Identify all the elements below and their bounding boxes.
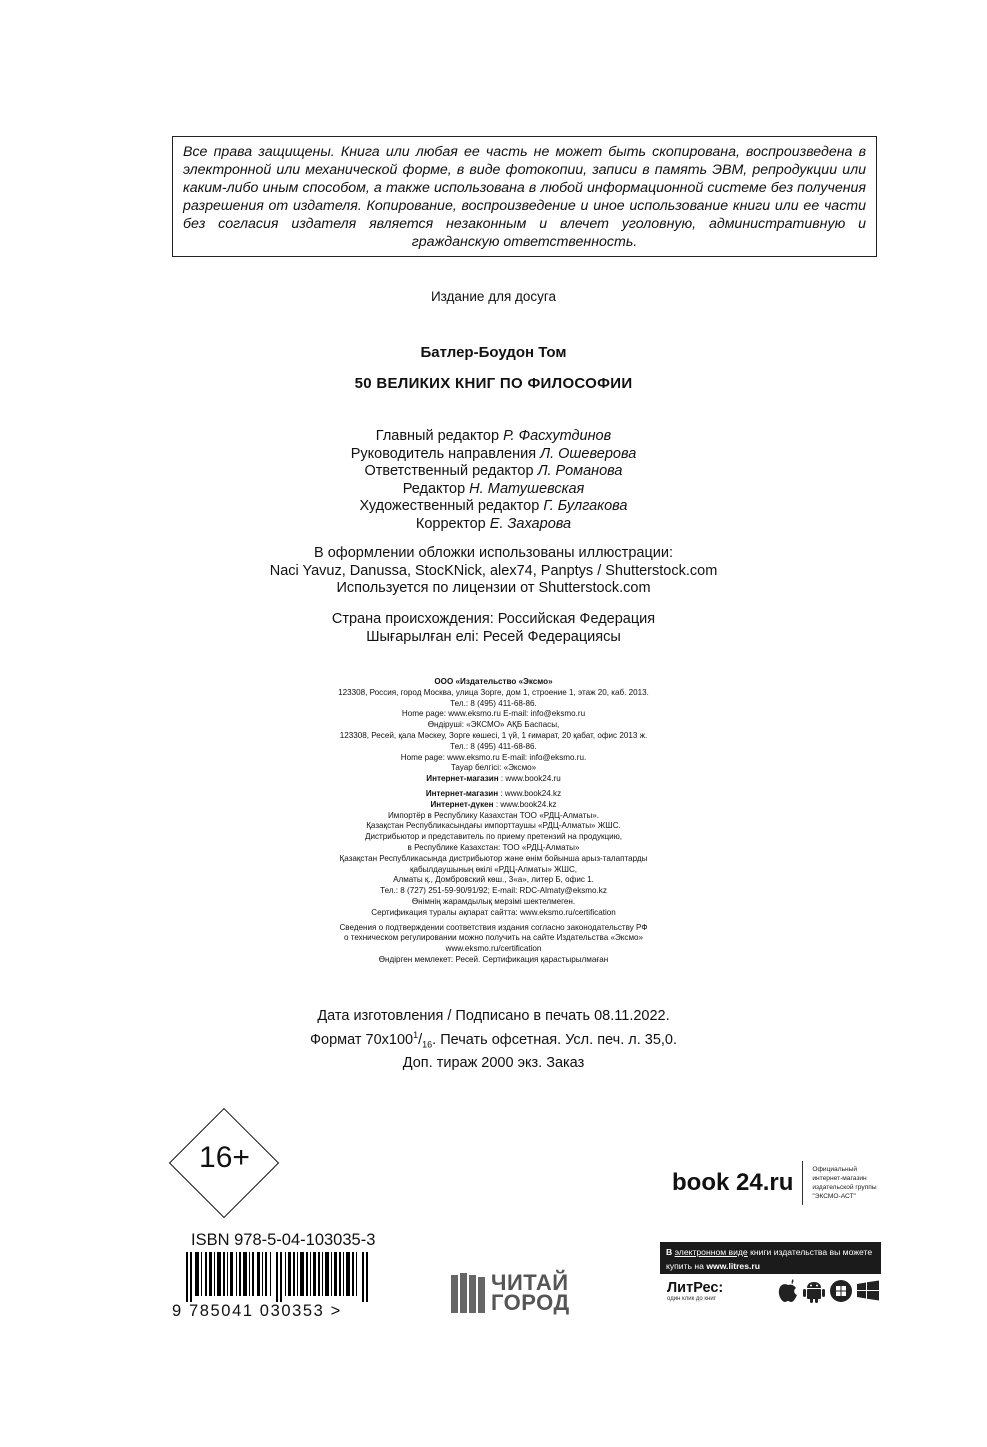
print-run: Доп. тираж 2000 экз. Заказ xyxy=(402,1054,585,1071)
publisher-imprint xyxy=(0,677,987,966)
format-slash: / xyxy=(418,1031,423,1048)
online-shop-kz-kazakh xyxy=(0,800,987,811)
book24-desc-line: "ЭКСМО-АСТ" xyxy=(812,1193,856,1200)
imprint-line: 123308, Россия, город Москва, улица Зорге, дом 1, строение 1, этаж 20, каб. 2013. xyxy=(338,687,649,697)
imprint-line: Home page: www.eksmo.ru E-mail: info@eksmo.ru. xyxy=(400,752,587,762)
imprint-line: қабылдаушының өкілі «РДЦ-Алматы» ЖШС, xyxy=(409,864,578,874)
shop-label: Интернет-магазин xyxy=(425,788,499,798)
book24-logo xyxy=(672,1161,877,1205)
staff-role: Руководитель направления xyxy=(350,445,537,462)
staff-role: Ответственный редактор xyxy=(364,463,534,480)
staff-role: Корректор xyxy=(415,515,486,532)
imprint-line: 123308, Ресей, қала Мәскеу, Зорге көшесі, 1 үй, 1 ғимарат, 20 қабат, офис 2013 ж. xyxy=(339,730,648,740)
print-format xyxy=(0,1026,987,1054)
staff-name: Е. Захарова xyxy=(489,515,572,532)
imprint-line: о техническом регулировании можно получить на сайте Издательства «Эксмо» xyxy=(343,933,644,943)
country-line: Шығарылған елі: Ресей Федерациясы xyxy=(366,629,621,645)
platform-icons xyxy=(777,1279,879,1303)
chitai-gorod-books-icon xyxy=(451,1273,485,1313)
imprint-line: www.eksmo.ru/certification xyxy=(445,944,542,954)
litres-slogan: один клик до книг xyxy=(667,1296,716,1302)
litres-banner xyxy=(660,1242,881,1274)
litres-url: www.litres.ru xyxy=(706,1261,760,1271)
book-title: 50 ВЕЛИКИХ КНИГ ПО ФИЛОСОФИИ xyxy=(354,375,633,392)
format-denominator: 16 xyxy=(422,1039,433,1050)
imprint-line: Өндірген мемлекет: Ресей. Сертификация қарастырылмаған xyxy=(378,954,609,964)
staff-row xyxy=(0,463,987,481)
litres-banner-b: В xyxy=(666,1247,673,1257)
barcode-icon xyxy=(186,1252,376,1302)
publisher-name: ООО «Издательство «Эксмо» xyxy=(434,677,553,686)
chitai-gorod-logo xyxy=(451,1270,570,1315)
windows-phone-icon xyxy=(829,1279,853,1303)
windows-icon xyxy=(857,1279,879,1303)
book24-wordmark: book 24.ru xyxy=(672,1169,794,1196)
imprint-line: в Республике Казахстан: ТОО «РДЦ-Алматы» xyxy=(407,842,580,852)
imprint-line: Алматы қ., Домбровский көш., 3«а», литер Б, офис 1. xyxy=(393,875,594,885)
online-shop-kz xyxy=(0,789,987,800)
imprint-line: Home page: www.eksmo.ru E-mail: info@eksmo.ru xyxy=(401,709,586,719)
country-of-origin xyxy=(0,610,987,646)
staff-row xyxy=(0,516,987,534)
online-shop-ru xyxy=(0,774,987,785)
litres-name: ЛитРес: xyxy=(667,1280,724,1296)
litres-banner-rest: книги издательства вы можете xyxy=(747,1247,873,1257)
staff-name: Л. Романова xyxy=(537,463,623,480)
imprint-line: Дистрибьютор и представитель по приему претензий на продукцию, xyxy=(364,832,623,842)
divider xyxy=(802,1161,803,1205)
author-name: Батлер-Боудон Том xyxy=(420,344,567,361)
imprint-line: Сведения о подтверждении соответствия издания согласно законодательству РФ xyxy=(339,922,648,932)
shop-label: Интернет-магазин xyxy=(426,774,499,784)
imprint-line: Тауар белгісі: «Эксмо» xyxy=(450,763,537,773)
country-line: Страна происхождения: Российская Федерация xyxy=(331,611,656,627)
litres-banner-prefix: купить на xyxy=(666,1261,707,1271)
print-date: Дата изготовления / Подписано в печать 08.11.2022. xyxy=(317,1008,670,1024)
illustration-line: В оформлении обложки использованы иллюстрации: xyxy=(314,545,673,561)
staff-row xyxy=(0,446,987,464)
staff-role: Художественный редактор xyxy=(359,498,540,515)
litres-banner-underline: электронном виде xyxy=(674,1247,748,1257)
imprint-line: Тел.: 8 (495) 411-68-86. xyxy=(450,698,537,708)
illustration-credits xyxy=(0,545,987,598)
book24-desc-line: интернет-магазин xyxy=(812,1175,867,1182)
production-info xyxy=(0,1007,987,1072)
format-suffix: . Печать офсетная. Усл. печ. л. 35,0. xyxy=(432,1031,678,1048)
age-rating: 16+ xyxy=(199,1141,250,1174)
android-icon xyxy=(803,1279,825,1303)
imprint-line: Өнімнің жарамдылық мерзімі шектелмеген. xyxy=(411,896,576,906)
staff-name: Г. Булгакова xyxy=(543,498,628,515)
apple-icon xyxy=(777,1279,799,1303)
editorial-staff xyxy=(0,428,987,534)
staff-name: Л. Ошеверова xyxy=(540,445,637,462)
imprint-line: Қазақстан Республикасында дистрибьютор және өнім бойынша арыз-талаптарды xyxy=(339,853,648,863)
edition-type: Издание для досуга xyxy=(430,289,557,304)
staff-row xyxy=(0,428,987,446)
staff-row xyxy=(0,498,987,516)
staff-role: Главный редактор xyxy=(375,428,500,444)
shop-url: : www.book24.kz xyxy=(493,799,557,809)
isbn-label: ISBN 978-5-04-103035-3 xyxy=(191,1231,376,1249)
shop-url: : www.book24.ru xyxy=(498,774,561,784)
chitai-gorod-line2: ГОРОД xyxy=(491,1290,570,1315)
illustration-line: Naci Yavuz, Danussa, StocKNick, alex74, Panptys / Shutterstock.com xyxy=(269,562,718,579)
shop-label: Интернет-дүкен xyxy=(430,799,494,809)
book24-description xyxy=(812,1165,876,1201)
litres-block xyxy=(660,1242,881,1303)
staff-row xyxy=(0,481,987,499)
staff-name: Н. Матушевская xyxy=(469,480,585,497)
copyright-notice: Все права защищены. Книга или любая ее часть не может быть скопирована, воспроизведена в электронной или механической форме, в виде фотокопии, записи в память ЭВМ, репродукции или каким-либо иным способом, а также использована в любой информационной системе без получения разрешения от издателя. Копирование, воспроизведение и иное использование книги или ее части без согласия издателя является незаконным и влечет уголовную, административную и гражданскую ответственность. xyxy=(172,136,877,257)
imprint-line: Сертификация туралы ақпарат сайтта: www.eksmo.ru/certification xyxy=(371,907,616,917)
format-numerator: 1 xyxy=(413,1029,419,1040)
illustration-line: Используется по лицензии от Shutterstock.com xyxy=(336,580,651,597)
imprint-line: Импортёр в Республику Казахстан ТОО «РДЦ-Алматы». xyxy=(387,810,600,820)
book24-desc-line: издательской группы xyxy=(812,1184,877,1191)
imprint-line: Тел.: 8 (727) 251-59-90/91/92; E-mail: RDC-Almaty@eksmo.kz xyxy=(380,886,607,896)
chitai-gorod-line1: ЧИТАЙ xyxy=(491,1270,569,1295)
barcode-digits: 9 785041 030353 > xyxy=(172,1302,342,1320)
format-prefix: Формат 70x100 xyxy=(309,1031,414,1048)
staff-name: Р. Фасхутдинов xyxy=(503,428,612,444)
book24-desc-line: Официальный xyxy=(812,1166,858,1173)
imprint-line: Тел.: 8 (495) 411-68-86. xyxy=(450,741,537,751)
imprint-line: Қазақстан Республикасындағы импорттаушы «РДЦ-Алматы» ЖШС. xyxy=(366,821,621,831)
imprint-line: Өндіруші: «ЭКСМО» АҚБ Баспасы, xyxy=(427,720,560,730)
shop-url: : www.book24.kz xyxy=(498,788,562,798)
staff-role: Редактор xyxy=(402,480,466,497)
